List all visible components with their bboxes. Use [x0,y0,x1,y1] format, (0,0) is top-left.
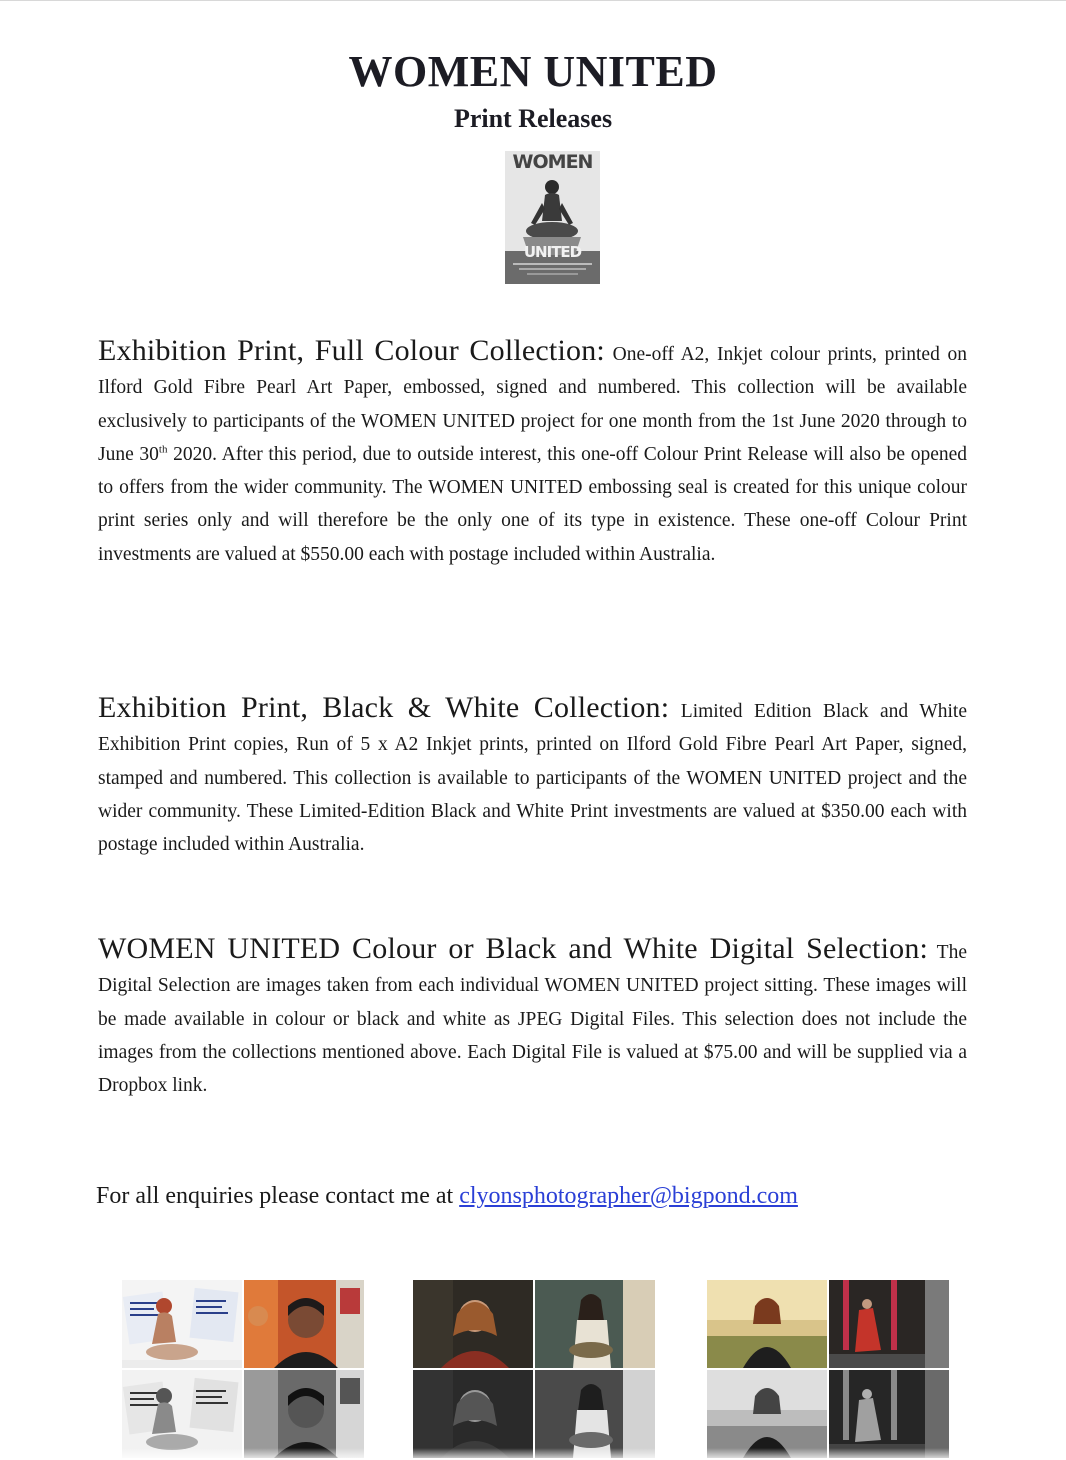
section-body: One-off A2, Inkjet colour prints, printed on Ilford Gold Fibre Pearl Art Paper, embossed, signed and numbered. This collection will be available exclusively to participants of the WOMEN UNITED project for one month from the 1st June 2020 through to June 30 [98,344,968,465]
photo-thumbnail [122,1370,242,1458]
photo-gallery-1 [122,1280,364,1460]
superscript-th: th [158,443,168,456]
email-link[interactable]: clyonsphotographer@bigpond.com [459,1183,798,1209]
photo-thumbnail [707,1280,827,1368]
section-body: Limited Edition Black and White Exhibition Print copies, Run of 5 x A2 Inkjet prints, printed on Ilford Gold Fibre Pearl Art Paper, signed, stamped and numbered. This collection is available to participants of the WOMEN UNITED project and the wider community. These Limited-Edition Black and White Print investments are valued at $350.00 each with postage included within Australia. [98,701,967,856]
contact-line [96,1183,798,1210]
photo-thumbnail [122,1280,242,1368]
section-body: The Digital Selection are images taken from each individual WOMEN UNITED project sitting. These images will be made available in colour or black and white as JPEG Digital Files. This selection does not include the images from the collections mentioned above. Each Digital File is valued at $75.00 and will be supplied via a Dropbox link. [98,942,967,1097]
page-subtitle: Print Releases [453,104,613,133]
photo-thumbnail [244,1280,364,1368]
photo-thumbnail [829,1370,949,1458]
photo-thumbnail [535,1280,655,1368]
poster-title-top: WOMEN [512,151,593,173]
contact-prefix: For all enquiries please contact me at [96,1183,460,1209]
page-title: WOMEN UNITED [348,47,718,96]
poster-title-bottom: UNITED [523,243,582,261]
poster-image [505,151,600,284]
section-digital-selection [98,929,967,1102]
photo-thumbnail [829,1280,949,1368]
photo-thumbnail [413,1280,533,1368]
section-heading: Exhibition Print, Full Colour Collection: [98,334,605,367]
section-full-colour [98,334,967,571]
bottom-fade [0,1448,1066,1460]
photo-thumbnail [244,1370,364,1458]
top-divider [0,0,1066,1]
section-heading: WOMEN UNITED Colour or Black and White Digital Selection: [98,932,929,965]
section-body-continued: 2020. After this period, due to outside interest, this one-off Colour Print Release will also be opened to offers from the wider community. The WOMEN UNITED embossing seal is created for this unique colour print series only and will therefore be the only one of its type in existence. These one-off Colour Print investments are valued at $550.00 each with postage included within Australia. [98,443,968,565]
photo-thumbnail [413,1370,533,1458]
photo-thumbnail [707,1370,827,1458]
photo-thumbnail [535,1370,655,1458]
section-black-white [98,691,967,861]
photo-gallery-3 [707,1280,949,1460]
section-heading: Exhibition Print, Black & White Collection: [98,691,670,724]
photo-gallery-2 [413,1280,655,1460]
